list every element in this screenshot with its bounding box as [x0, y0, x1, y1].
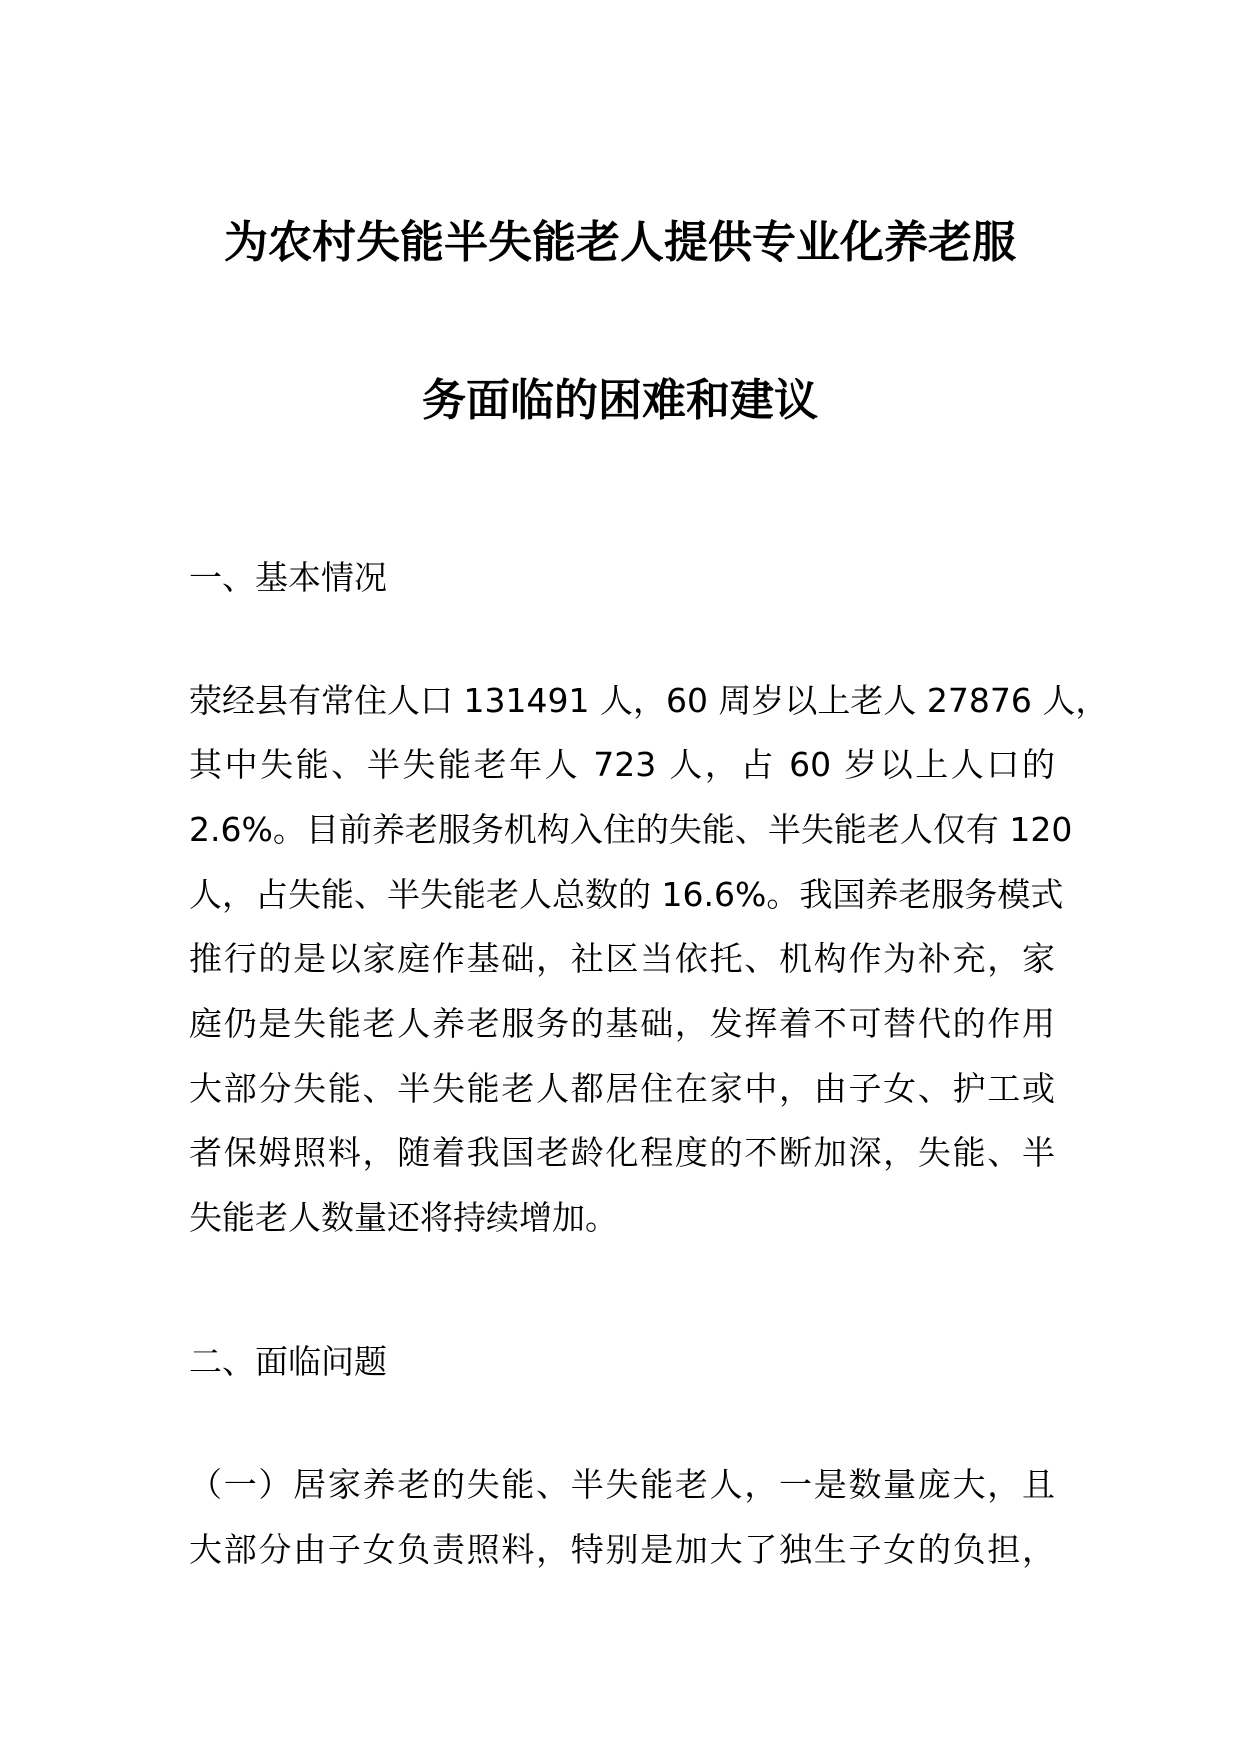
- paragraph-line: 荥经县有常住人口 131491 人，60 周岁以上老人 27876 人，: [189, 681, 1109, 720]
- paragraph-line: 推行的是以家庭作基础，社区当依托、机构作为补充，家: [189, 939, 1055, 978]
- paragraph-line: （一）居家养老的失能、半失能老人，一是数量庞大，且: [189, 1465, 1055, 1504]
- paragraph-line: 人，占失能、半失能老人总数的 16.6%。我国养老服务模式: [189, 875, 1064, 914]
- section-heading-problems: 二、面临问题: [189, 1342, 387, 1381]
- paragraph-line: 大部分由子女负责照料，特别是加大了独生子女的负担，: [189, 1530, 1055, 1569]
- paragraph-line: 失能老人数量还将持续增加。: [189, 1198, 618, 1237]
- paragraph-line: 者保姆照料，随着我国老龄化程度的不断加深，失能、半: [189, 1133, 1055, 1172]
- document-title-line-2: 务面临的困难和建议: [422, 375, 818, 426]
- document-title-line-1: 为农村失能半失能老人提供专业化养老服: [224, 217, 1016, 268]
- paragraph-line: 2.6%。目前养老服务机构入住的失能、半失能老人仅有 120: [189, 810, 1073, 849]
- paragraph-line: 其中失能、半失能老年人 723 人，占 60 岁以上人口的: [189, 745, 1055, 784]
- paragraph-line: 大部分失能、半失能老人都居住在家中，由子女、护工或: [189, 1069, 1055, 1108]
- section-heading-basic-situation: 一、基本情况: [189, 558, 387, 597]
- paragraph-line: 庭仍是失能老人养老服务的基础，发挥着不可替代的作用: [189, 1004, 1055, 1043]
